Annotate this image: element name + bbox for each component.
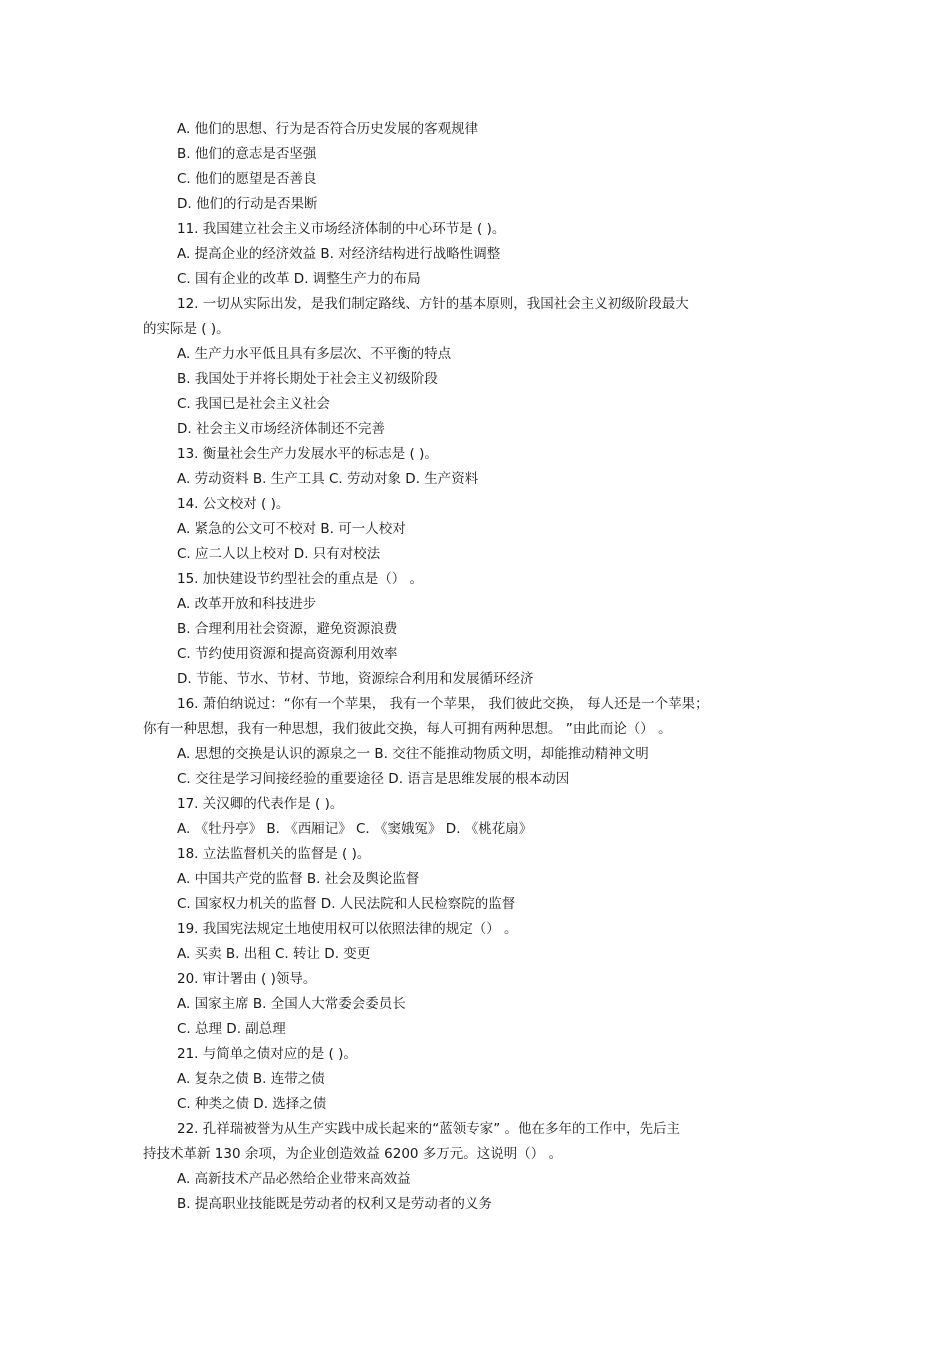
text-line: 22. 孔祥瑞被誉为从生产实践中成长起来的“蓝领专家” 。他在多年的工作中，先后主 xyxy=(177,1121,681,1137)
text-line: 21. 与简单之债对应的是 ( )。 xyxy=(177,1046,357,1062)
text-line: A. 改革开放和科技进步 xyxy=(177,596,317,612)
text-line: D. 社会主义市场经济体制还不完善 xyxy=(177,421,385,437)
text-line: A. 生产力水平低且具有多层次、不平衡的特点 xyxy=(177,346,452,362)
text-line: B. 提高职业技能既是劳动者的权利又是劳动者的义务 xyxy=(177,1196,492,1212)
text-line: 15. 加快建设节约型社会的重点是（） 。 xyxy=(177,571,424,587)
text-line: A. 复杂之债 B. 连带之债 xyxy=(177,1071,325,1087)
text-line: 17. 关汉卿的代表作是 ( )。 xyxy=(177,796,344,812)
text-line: C. 总理 D. 副总理 xyxy=(177,1021,286,1037)
text-line: C. 节约使用资源和提高资源利用效率 xyxy=(177,646,398,662)
text-line: C. 我国已是社会主义社会 xyxy=(177,396,331,412)
text-line: A. 高新技术产品必然给企业带来高效益 xyxy=(177,1171,411,1187)
text-line: 的实际是 ( )。 xyxy=(143,321,230,337)
text-line: C. 交往是学习间接经验的重要途径 D. 语言是思维发展的根本动因 xyxy=(177,771,570,787)
text-line: 18. 立法监督机关的监督是 ( )。 xyxy=(177,846,371,862)
text-line: A. 国家主席 B. 全国人大常委会委员长 xyxy=(177,996,406,1012)
text-line: C. 种类之债 D. 选择之债 xyxy=(177,1096,327,1112)
text-line: A. 他们的思想、行为是否符合历史发展的客观规律 xyxy=(177,121,479,137)
text-line: 19. 我国宪法规定土地使用权可以依照法律的规定（） 。 xyxy=(177,921,518,937)
text-line: 你有一种思想，我有一种思想，我们彼此交换，每人可拥有两种思想。 ”由此而论（） 。 xyxy=(143,721,672,737)
text-line: A. 劳动资料 B. 生产工具 C. 劳动对象 D. 生产资料 xyxy=(177,471,479,487)
text-line: 11. 我国建立社会主义市场经济体制的中心环节是 ( )。 xyxy=(177,221,506,237)
text-line: 持技术革新 130 余项，为企业创造效益 6200 多万元。这说明（） 。 xyxy=(143,1146,563,1162)
text-line: A. 中国共产党的监督 B. 社会及舆论监督 xyxy=(177,871,420,887)
text-line: D. 节能、节水、节材、节地，资源综合利用和发展循环经济 xyxy=(177,671,534,687)
text-line: A. 《牡丹亭》 B. 《西厢记》 C. 《窦娥冤》 D. 《桃花扇》 xyxy=(177,821,533,837)
text-line: B. 我国处于并将长期处于社会主义初级阶段 xyxy=(177,371,438,387)
text-line: 20. 审计署由 ( )领导。 xyxy=(177,971,317,987)
text-line: A. 提高企业的经济效益 B. 对经济结构进行战略性调整 xyxy=(177,246,501,262)
text-line: C. 国家权力机关的监督 D. 人民法院和人民检察院的监督 xyxy=(177,896,516,912)
text-line: C. 国有企业的改革 D. 调整生产力的布局 xyxy=(177,271,421,287)
text-line: C. 他们的愿望是否善良 xyxy=(177,171,317,187)
text-line: A. 思想的交换是认识的源泉之一 B. 交往不能推动物质文明，却能推动精神文明 xyxy=(177,746,649,762)
text-line: A. 紧急的公文可不校对 B. 可一人校对 xyxy=(177,521,406,537)
text-line: C. 应二人以上校对 D. 只有对校法 xyxy=(177,546,381,562)
document-body xyxy=(143,117,803,1217)
text-line: A. 买卖 B. 出租 C. 转让 D. 变更 xyxy=(177,946,371,962)
text-line: B. 合理利用社会资源，避免资源浪费 xyxy=(177,621,398,637)
text-line: 12. 一切从实际出发，是我们制定路线、方针的基本原则，我国社会主义初级阶段最大 xyxy=(177,296,689,312)
text-line: 13. 衡量社会生产力发展水平的标志是 ( )。 xyxy=(177,446,438,462)
text-line: 16. 萧伯纳说过：“你有一个苹果， 我有一个苹果， 我们彼此交换， 每人还是一个苹果； xyxy=(177,696,709,712)
text-line: 14. 公文校对 ( )。 xyxy=(177,496,290,512)
text-line: B. 他们的意志是否坚强 xyxy=(177,146,317,162)
text-line: D. 他们的行动是否果断 xyxy=(177,196,318,212)
